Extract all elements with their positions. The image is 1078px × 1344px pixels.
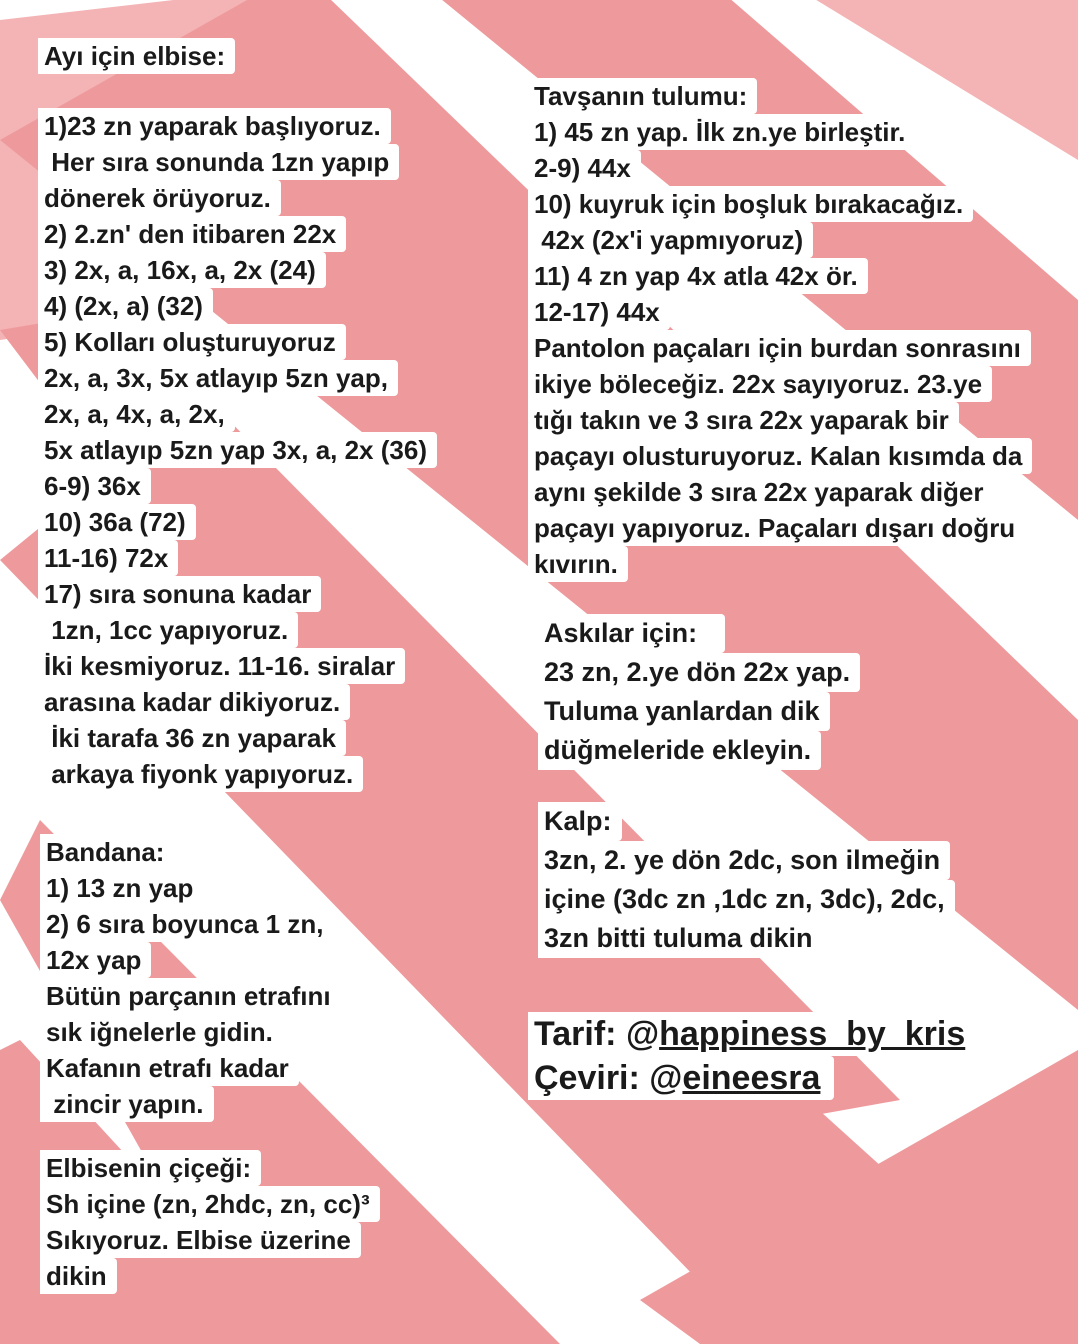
instruction-line: Sh içine (zn, 2hdc, zn, cc)³ (40, 1186, 380, 1222)
instruction-line: 5x atlayıp 5zn yap 3x, a, 2x (36) (38, 432, 437, 468)
translator-link[interactable]: eineesra (682, 1059, 821, 1097)
instruction-line: arasına kadar dikiyoruz. (38, 684, 350, 720)
instruction-line: 2x, a, 4x, a, 2x, (38, 396, 235, 432)
recipe-at-sign: @ (625, 1015, 660, 1053)
dress-flower-section (40, 1150, 380, 1294)
instruction-line: 2x, a, 3x, 5x atlayıp 5zn yap, (38, 360, 398, 396)
section-title: Kalp: (538, 802, 622, 841)
instruction-line: İki kesmiyoruz. 11-16. siralar (38, 648, 405, 684)
instruction-line: 3) 2x, a, 16x, a, 2x (24) (38, 252, 326, 288)
recipe-label: Tarif: (534, 1015, 626, 1053)
instruction-line: 42x (2x'i yapmıyoruz) (528, 222, 813, 258)
instruction-line: 10) 36a (72) (38, 504, 196, 540)
straps-section (538, 614, 860, 770)
instruction-line: 3zn, 2. ye dön 2dc, son ilmeğin (538, 841, 950, 880)
translation-at-sign: @ (649, 1059, 683, 1097)
instruction-line: 2) 2.zn' den itibaren 22x (38, 216, 346, 252)
instruction-line: 1) 13 zn yap (40, 870, 203, 906)
instruction-line: 1)23 zn yaparak başlıyoruz. (38, 108, 391, 144)
instruction-line: 1) 45 zn yap. İlk zn.ye birleştir. (528, 114, 915, 150)
instruction-line: 12x yap (40, 942, 151, 978)
instruction-line: 2) 6 sıra boyunca 1 zn, (40, 906, 333, 942)
instruction-line: zincir yapın. (40, 1086, 214, 1122)
instruction-line: paçayı olusturuyoruz. Kalan kısımda da (528, 438, 1032, 474)
instruction-line: İki tarafa 36 zn yaparak (38, 720, 346, 756)
recipe-credit (528, 1012, 979, 1056)
section-title: Askılar için: (538, 614, 725, 653)
instruction-line: paçayı yapıyoruz. Paçaları dışarı doğru (528, 510, 1025, 546)
heart-section (538, 802, 955, 958)
instruction-line: Her sıra sonunda 1zn yapıp (38, 144, 399, 180)
section-title: Ayı için elbise: (38, 38, 235, 74)
translation-credit (528, 1056, 834, 1100)
bear-dress-section (38, 38, 437, 792)
instruction-line: içine (3dc zn ,1dc zn, 3dc), 2dc, (538, 880, 955, 919)
instruction-line: 23 zn, 2.ye dön 22x yap. (538, 653, 860, 692)
instruction-line: 3zn bitti tuluma dikin (538, 919, 823, 958)
instruction-line: ikiye böleceğiz. 22x sayıyoruz. 23.ye (528, 366, 992, 402)
section-title: Elbisenin çiçeği: (40, 1150, 261, 1186)
instruction-line: dönerek örüyoruz. (38, 180, 281, 216)
recipe-author-link[interactable]: happiness_by_kris (659, 1015, 966, 1053)
instruction-line: Bütün parçanın etrafını (40, 978, 341, 1014)
instruction-line: 10) kuyruk için boşluk bırakacağız. (528, 186, 973, 222)
instruction-line: 4) (2x, a) (32) (38, 288, 213, 324)
instruction-line: 2-9) 44x (528, 150, 641, 186)
instruction-line: kıvırın. (528, 546, 628, 582)
instruction-line: düğmeleride ekleyin. (538, 731, 821, 770)
section-title: Bandana: (40, 834, 174, 870)
rabbit-overall-section (528, 78, 1032, 582)
instruction-line: Sıkıyoruz. Elbise üzerine (40, 1222, 361, 1258)
instruction-line: 12-17) 44x (528, 294, 670, 330)
credits (528, 1012, 979, 1100)
instruction-line: aynı şekilde 3 sıra 22x yaparak diğer (528, 474, 994, 510)
instruction-line: tığı takın ve 3 sıra 22x yaparak bir (528, 402, 959, 438)
instruction-line: dikin (40, 1258, 117, 1294)
instruction-line: arkaya fiyonk yapıyoruz. (38, 756, 363, 792)
instruction-line: Tuluma yanlardan dik (538, 692, 830, 731)
section-title: Tavşanın tulumu: (528, 78, 757, 114)
instruction-line: 5) Kolları oluşturuyoruz (38, 324, 346, 360)
bandana-section (40, 834, 341, 1122)
instruction-line: 6-9) 36x (38, 468, 151, 504)
instruction-line: 11) 4 zn yap 4x atla 42x ör. (528, 258, 868, 294)
instruction-line: 17) sıra sonuna kadar (38, 576, 321, 612)
translation-label: Çeviri: (534, 1059, 650, 1097)
instruction-line: 1zn, 1cc yapıyoruz. (38, 612, 298, 648)
instruction-line: sık iğnelerle gidin. (40, 1014, 283, 1050)
instruction-line: Kafanın etrafı kadar (40, 1050, 299, 1086)
instruction-line: Pantolon paçaları için burdan sonrasını (528, 330, 1031, 366)
instruction-line: 11-16) 72x (38, 540, 178, 576)
